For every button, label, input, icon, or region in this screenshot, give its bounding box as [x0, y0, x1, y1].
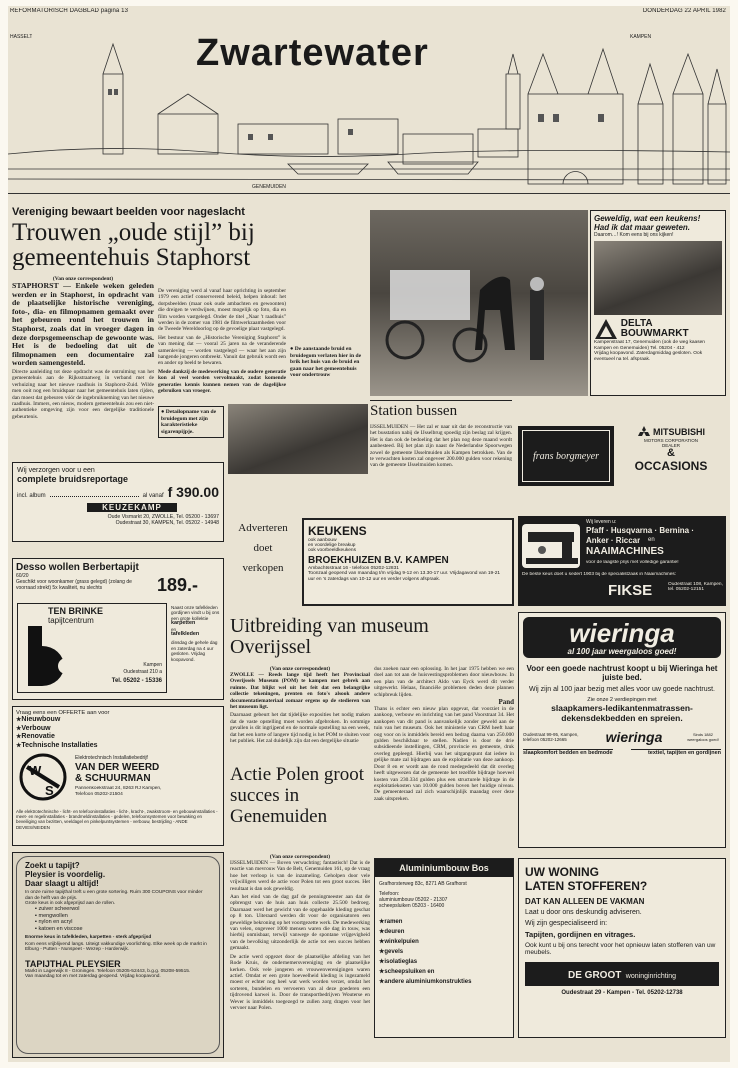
- keuzekamp-line1: Wij verzorgen voor u een: [17, 467, 95, 474]
- article1-kicker: Vereniging bewaart beelden voor nageslacht: [12, 206, 245, 218]
- desso-price: 189.-: [157, 575, 199, 595]
- pleysier-address: Markt in Lagerwijk 8 - Groningen. Telefoon 05205-52443, b.g.g. 05208-59515.: [25, 968, 191, 974]
- vdweerd-item: ★ Nieuwbouw: [16, 716, 220, 725]
- ten-brinke-side-c: tafelkleden: [171, 631, 200, 638]
- alu-tel-label: Telefoon:: [379, 891, 400, 897]
- fikse-line2: Anker · Riccar: [586, 536, 641, 545]
- pleysier-line5: Grote keus in ook afgeprijsd aan de rollen.: [25, 901, 116, 907]
- ad-van-der-weerd: [12, 706, 224, 846]
- degroot-brand: DE GROOT: [568, 970, 622, 981]
- alu-list: [379, 917, 509, 987]
- alu-item: ★ deuren: [379, 927, 509, 937]
- ten-brinke-b-logo-icon: [24, 626, 110, 688]
- article1-lead: STAPHORST — Enkele weken geleden werden er in Staphorst, in opdracht van de plaatselijke historische vereniging, foto-, dia- en filmopnamen gemaakt over het gebeuren rond het trouwen in Staphorst, zoals dat in vroeger dagen in deze dorpsgemeenschap de gewoonte was. Het is de bedoeling dat uit de filmopnamen een documentaire zal worden samengesteld.: [12, 281, 154, 368]
- article3-body2: Aan het eind van de dag gaf de penningmeester aan dat de opbrengst van de huis aan huis collecte 25.500 bedroeg. Daarnaast werd het gewicht van de opgehaalde kleding geschat op 8 ton. Uiteraard werden dit voor de organisatoren een geweldige bekroning op het voortgezette werk. De medewerking van velen, ongeveer 1000 mensen waren die dag in touw, was hierbij onmisbaar, terwijl vanwege de spontane vrijgevigheid van de bevolking uitzonderlijk de actie tot een succes hebben gemaakt.: [230, 894, 370, 952]
- article2-right2: Thans is echter een nieuw plan opgevat, dat voorziet in de aankoop, verbouw en inrichting van het pand Voorstraat 34. Het aankopen van dit pand is aanvankelijk zonder geweld aan de tuin van het museum. Ook het ministerie van CRM heeft haar oog voor on is inmiddels bereid een bedrag daarna van 250.000 gulden beschikbaar te stellen. Nadien is door de drie subsidieende instellingen, CRM, provincie en gemeente, druk overleg gepleegd. Hierbij was het uitgangspunt dat iedere in gelijke mate zal bijdragen aan de exploitatie van deze aankoop. Door 8 en er wordt aan de rond medegedeeld dat dit overleg heeft uitgewezen dat de gemeente het tezelfde bijdrage hoeveel kosten van 230.334 gulden plus een structurele bijdrage in de exploitatiekosten van 10.000 gulden boven het huidige niveau. De gemeenteraad zal zich waarschijnlijk maandag over deze zaak uitspreken.: [374, 706, 514, 802]
- ad-delta-line2: Had ik dat maar geweten.: [594, 223, 691, 232]
- pleysier-item: ▪ nylon en acryl: [35, 919, 73, 926]
- ten-brinke-brand: TEN BRINKE: [48, 606, 104, 616]
- pleysier-line4: In onze ruime tapijthal treft u een grote sortering. Ruim 300 COUPONS voor minder dan de helft van de prijs.: [25, 890, 203, 901]
- degroot-h1: UW WONING: [525, 865, 599, 879]
- ten-brinke-side: [171, 605, 221, 662]
- ad-tapijthal-pleysier: [12, 852, 224, 1058]
- degroot-h5: Wij zijn gespecialiseerd in:: [525, 920, 608, 927]
- article2-subhead: Pand: [498, 698, 514, 707]
- sewing-machine-image: [522, 524, 580, 568]
- keukens-title: KEUKENS: [308, 524, 367, 538]
- delta-triangle-icon: [594, 318, 618, 340]
- ad-ten-brinke: [12, 558, 224, 700]
- degroot-h6: Tapijten, gordijnen en vitrages.: [525, 930, 636, 939]
- vdweerd-item: ★ Renovatie: [16, 733, 220, 742]
- article3-body3: De actie werd opgezet door de plaatselijke afdeling van het Rode Kruis, de ondernemersvereniging en de plaatselijke kerken. Ook vele jongeren en vrouwenverenigingen waren actief. Omdat er een grote hoeveelheid kleding is ingezameld moest er echter nog heel wat werk worden verzet, omdat het sorteren, bundelen en vervoeren van al deze goederen een tijdrovend karwei is. Door de transportbedrijven Wouterse en Wever is inmiddels toegezegd te zullen zorg dragen voor het vervoer naar Polen.: [230, 953, 370, 1011]
- degroot-brand-bar: [525, 962, 719, 986]
- alu-item: ★ winkelpuien: [379, 937, 509, 947]
- keuzekamp-brand: KEUZEKAMP: [87, 503, 177, 512]
- degroot-h4: Laat u door ons deskundig adviseren.: [525, 909, 642, 916]
- keuzekamp-address1: Oude Vismarkt 20, ZWOLLE, Tel. 05200 - 13697: [107, 514, 219, 520]
- ad-frans-brand: frans borgmeyer: [522, 430, 610, 482]
- mitsubishi-sub: MOTORS CORPORATION: [643, 438, 699, 443]
- article-station: [370, 400, 512, 504]
- pleysier-list: [35, 906, 211, 932]
- article1-col2: [158, 288, 286, 395]
- svg-text:W: W: [29, 763, 42, 778]
- keuzekamp-price: f 390.00: [167, 484, 219, 500]
- vdweerd-sub: Elektrotechnisch Installatiebedrijf: [75, 755, 148, 761]
- ad-delta-brand: DELTA BOUWMARKT: [620, 318, 689, 339]
- pleysier-item: ▪ mengwollen: [35, 912, 68, 919]
- wieringa-tagline: al 100 jaar weergaloos goed!: [567, 647, 677, 656]
- article1-body3: Het bestuur van de „Historische Vereniging Staphorst” is van mening dat — vooral 25 jaren na de veranderende samenleving — worden vastgelegd — waar het aan zijn hangende jongeren ontbreekt. Vanuit dat gebruik wordt een en ander op beeld te bewaren.: [158, 334, 286, 367]
- wieringa-brand: wieringa: [569, 618, 675, 648]
- ad-keuzekamp: [12, 462, 224, 542]
- article2-col1: [230, 666, 370, 744]
- vdweerd-address: Pannenkoekstraat 24, 8263 RJ Kampen, Telefoon 05202-21504: [75, 786, 162, 797]
- vdweerd-brand2: & SCHUURMAN: [75, 773, 151, 784]
- ten-brinke-side2: dinsdag de gehele dag en zaterdag na 4 uur gesloten. Vrijdag koopavond.: [171, 640, 218, 662]
- vdweerd-item: ★ Verbouw: [16, 725, 220, 734]
- ten-brinke-addr2: Oudestraat 210 a: [123, 669, 162, 675]
- pleysier-line1: Zoekt u tapijt?: [25, 861, 80, 870]
- ten-brinke-logo-box: [17, 603, 167, 693]
- degroot-h7: Ook kunt u bij ons terecht voor het opnieuw laten stofferen van uw meubels.: [525, 942, 716, 956]
- alu-tel2: scheepsluiken 05203 - 16400: [379, 903, 445, 909]
- ad-aluminiumbouw-bos: [374, 858, 514, 1038]
- ad-adverteren: [228, 518, 298, 598]
- keuzekamp-address2: Oudestraat 30, KAMPEN, Tel. 05202 - 14948: [115, 520, 219, 526]
- keukens-address: Ambachtsstraat 16 - telefoon 05202-12831: [308, 566, 399, 571]
- keukens-sub1: ook aanbouw: [308, 538, 337, 543]
- keuzekamp-line2: complete bruidsreportage: [17, 474, 129, 484]
- pleysier-line7: Kom eens vrijblijvend langs. Uiteigt vakkundige voorlichting. Elke week op de markt in Elburg - Putten - Nunspeet - Wezep - Harderwijk.: [25, 941, 207, 953]
- degroot-h3: DAT KAN ALLEEN DE VAKMAN: [525, 897, 645, 906]
- desso-desc: Geschikt voor woonkamer (grass gelegd) (zolang de voorraad strekt) 5x kwaliteit, nu slechts: [16, 579, 132, 591]
- masthead-title: Zwartewater: [196, 34, 429, 72]
- vdweerd-list: [16, 716, 220, 750]
- pleysier-brand: TAPIJTHAL PLEYSIER: [25, 958, 121, 969]
- ad-delta-address: Kampenstraat 17, Genemuiden (ook de weg kaasen Kampen en Genemuiden) Tel. 05204 - 412: [594, 340, 705, 351]
- ad-delta-line3: Daarom…! Kom eens bij ons kijken!: [594, 232, 674, 238]
- article2-body: Daarnaast gebeurt het dat tijdelijke exposities het nodig maken dat de vaste opstelling moet worden afgebroken. In sommige gevallen is dit ingrijpend en de normale opstelling na een week, dat het een korte of langere tijd nodig is het POM te sluiten voor het publiek. Het zal duidelijk zijn dat een dergelijke situatie: [230, 712, 370, 745]
- keukens-sub3: ook voorbeeldkeukens: [308, 548, 357, 553]
- ad-delta-note: Vrijdag koopavond. Zaterdagmiddag gesloten. Ook eventueel na tel. afspraak.: [594, 351, 703, 362]
- carriage-drawing: [370, 210, 588, 396]
- ad-wieringa: [518, 612, 726, 848]
- mitsubishi-diamond-icon: [637, 426, 651, 438]
- wieringa-since: Sinds 1882 weergaloos goed!: [687, 732, 719, 742]
- article3-byline: (Van onze correspondent): [269, 854, 331, 860]
- article1-body2: De vereniging werd al vanaf haar oprichting in september 1979 een actief conserverend beleid, helpen inhoud: het dorpsbeelden (maar ook oude ambachten en gewoonten) die dreigen te verdwijnen, moest mogelijk op foto, dia en film worden vastgelegd. Onder de titel „Naar 't raadhuis” werden in de zomer van 1981 de filmwerkzaamheden voor de Tweede Wereldoorlog op de gevoelige plaat vastgelegd.: [158, 288, 286, 333]
- ad-delta-line1: Geweldig, wat een keukens!: [594, 214, 701, 223]
- mitsubishi-amp: &: [667, 447, 675, 459]
- horse-carriage-photo: [370, 210, 588, 396]
- ten-brinke-sub: tapijtcentrum: [48, 616, 94, 625]
- wieringa-h1: Voor een goede nachtrust koopt u bij Wieringa het juiste bed.: [526, 664, 718, 682]
- keukens-hours: Toonzaal geopend van maandag t/m vrijdag 9-12 en 13.30-17 uur. Vrijdagavond van 19-21 uur en 's zaterdags van 10-12 uur en verder volgens afspraak.: [308, 571, 501, 582]
- adverteren-line1: Adverteren: [238, 522, 288, 534]
- ten-brinke-side-text: Naast onze tafelkleden gordijnen vindt u bij ons een grote kollektie: [171, 605, 220, 621]
- article1-col1: [12, 276, 154, 420]
- article1-body1: Directe aanleiding tot deze opdracht was de ontruiming van het gemeentehuis aan de Rijksstraatweg in verband met de verhuizing naar het nieuwe raadhuis in Staphorst-Zuid. Wilde men ooit nog een bruidspaar naar het gemeentehuis laten rijden, dan moest dat gebeuren vóór de ingebruikneming van het nieuwe raadhuis. Immers, een nieuw, modern gemeentehuis zou een niet-authentieke omgeving zijn voor een dergelijke traditionele gebeurtenis.: [12, 368, 154, 420]
- ad-delta-bouwmarkt: [590, 210, 726, 396]
- fikse-brand: FIKSE: [608, 582, 653, 599]
- article1-body4: Mede dankzij de medewerking van de oudere generatie kon al veel worden vervolmaakt, zodat komende generaties kennis kunnen nemen van de dagelijkse gebruiken van vroeger.: [158, 368, 286, 395]
- fikse-address: Oudestraat 108, Kampen, tel. 05202-12151: [668, 582, 723, 592]
- alu-title: Aluminiumbouw Bos: [375, 859, 513, 877]
- alu-tel1: aluminiumbouw 05202 - 21307: [379, 897, 448, 903]
- vdweerd-note: Alle elektrotechnische - licht- en telefooninstallaties - licht-, kracht-, zwakstroom- en gebouwinstallaties - meet- en regelinstallaties - brandmeldinstallaties - gedelen, telefoonsystemen voor bewaking en beveiliging van bezitten, veeldagel en pinkelpuntsystemen - verbouw, bestrijding - ANDE DEVIES/NEIDEN: [16, 809, 218, 830]
- degroot-brand-sub: woninginrichting: [625, 973, 676, 980]
- article2-right1: dus zoeken naar een oplossing. In het jaar 1975 hebben we een doel aan tot aan de huisvestingsproblemen door nieuwbouw. In een plan van de architect Aldo van Eyck werd dit verder uitgewerkt. Helaas, financiële problemen deden deze plannen schipbreuk lijden.: [374, 666, 514, 698]
- article1-photo2-caption: ● Detailopname van de bruidegom met zijn karakteristieke sigarenpijpje.: [158, 406, 224, 438]
- pleysier-line3: Daar slaagt u altijd!: [25, 879, 99, 888]
- fikse-line6: De beste keus doet u sedert 1903 bij de specialistzaak in Naaimachines:: [522, 572, 677, 577]
- mitsubishi-brand: MITSUBISHI: [652, 427, 705, 437]
- vdweerd-item: ★ Technische Installaties: [16, 742, 220, 751]
- ad-fikse: [518, 516, 726, 606]
- desso-size: 60/20: [16, 573, 29, 579]
- fikse-line3: en: [648, 537, 655, 543]
- pleysier-line2: Pleysier is voordelig.: [25, 870, 106, 879]
- keuzekamp-line4: al vanaf: [142, 493, 164, 499]
- article2-col2: [374, 666, 514, 802]
- desso-title: Desso wollen Berbertapijt: [16, 562, 139, 573]
- pleysier-item: ▪ katoen en viscose: [35, 925, 83, 932]
- ten-brinke-side-a: karpetten: [171, 620, 196, 627]
- wieringa-h3: Zie onze 2 verdiepingen met: [587, 697, 657, 703]
- alu-item: ★ gevels: [379, 947, 509, 957]
- svg-text:S: S: [45, 783, 54, 798]
- ws-logo-icon: [19, 753, 67, 801]
- ad-keukens-broekhuizen: [302, 518, 514, 606]
- pleysier-scroll: [16, 856, 220, 1054]
- pleysier-item: ▪ zuiver scheerwol: [35, 906, 80, 913]
- masthead-caption: GENEMUIDEN: [252, 184, 286, 190]
- ad-delta-kitchen-photo: [594, 241, 722, 315]
- sewing-machine-icon: [522, 524, 580, 568]
- mitsubishi-dealer: DEALER: [661, 443, 680, 448]
- adverteren-line3: verkopen: [242, 562, 284, 574]
- wieringa-h4: slaapkamers-ledikantenmatrassen-dekensdekbedden en spreien.: [551, 703, 693, 723]
- keukens-brand: BROEKHUIZEN B.V. KAMPEN: [308, 555, 449, 566]
- keuzekamp-line3: incl. album: [17, 493, 46, 499]
- running-head-left: REFORMATORISCH DAGBLAD pagina 13: [10, 8, 129, 14]
- ten-brinke-side-b: en: [171, 626, 177, 632]
- article2-byline: (Van onze correspondent): [269, 666, 331, 672]
- article3-body1: IJSSELMUIDEN — Boven verwachting; fantastisch! Dat is de reactie van mevrouw Van de Belt, Genemuiden 161, op de vraag hoe het verloop is van de inzameling. Geholpen door vele vrijwilligers werd de actie voor Polen tot een groot succes. Het resultaat is dan ook geweldig.: [230, 860, 370, 892]
- alu-item: ★ isolatieglas: [379, 957, 509, 967]
- wieringa-footer2: textiel, tapijten en gordijnen: [631, 749, 721, 756]
- ten-brinke-addr1: Kampen: [143, 662, 162, 668]
- wieringa-banner: [523, 617, 721, 658]
- article3-col: [230, 854, 370, 1011]
- alu-item: ★ andere aluminiumkonstrukties: [379, 977, 509, 987]
- pleysier-note: Van maandag tot en met zaterdag geopend. Vrijdag koopavond.: [25, 974, 161, 980]
- article1-byline: (Van onze correspondent): [52, 276, 114, 282]
- ten-brinke-tel: Tel. 05202 - 15336: [111, 678, 162, 684]
- masthead-right-place: KAMPEN: [630, 34, 652, 40]
- adverteren-line2: doet: [253, 542, 273, 554]
- article1-headline: Trouwen „oude stijl” bij gemeentehuis Staphorst: [12, 220, 255, 270]
- alu-address: Grafhorsterweg 83c, 8271 AB Grafhorst: [379, 881, 467, 887]
- ad-mitsubishi: [616, 426, 726, 486]
- alu-item: ★ ramen: [379, 917, 509, 927]
- masthead-left-place: HASSELT: [10, 34, 33, 40]
- ad-frans-borgmeyer: [518, 426, 614, 486]
- running-head-right: DONDERDAG 22 APRIL 1982: [642, 8, 726, 14]
- alu-item: ★ scheepsluiken en: [379, 967, 509, 977]
- article2-lead: ZWOLLE — Reeds lange tijd heeft het Provinciaal Overijssels Museum (POM) te kampen met gebrek aan ruimte. Dat blijkt wel uit het feit dat een belangrijke collectie tekeningen, prenten en foto's alsook andere documentatiemateriaal zomaar ergens op de stedieren van het museum ligt.: [230, 672, 370, 711]
- article1-photo-caption: ● De aanstaande bruid en bruidegom verlaten hier in de brik het huis van de bruid en gaan naar het gemeentehuis voor ondertrouw: [290, 346, 362, 379]
- station-body: IJSSELMUIDEN — Het zal er naar uit dat de reconstructie van het busstation nabij de IJsselbrug spoedig zijn beslag zal krijgen. Het is dan ook de bedoeling dat het plan nog deze maand wordt aanbesteed. Bij het plan zijn naast de Nederlandse Spoorwegen zowel de gemeente IJsselmuiden als Kampen betrokken. Van de te verwachten kosten zal ongeveer 200.000 gulden voor rekening van de gemeente IJsselmuiden komen.: [370, 424, 512, 469]
- station-headline: Station bussen: [370, 403, 458, 419]
- degroot-address: Oudestraat 29 - Kampen - Tel. 05202-12738: [561, 990, 683, 996]
- fikse-line5: voor de laagste prijs met volledige garantie!: [586, 560, 679, 565]
- keukens-sub2: en voordelige breakup: [308, 543, 356, 548]
- fikse-line4: NAAIMACHINES: [586, 546, 664, 557]
- vdweerd-brand1: VAN DER WEERD: [75, 762, 160, 773]
- fikse-line1: Pfaff · Husqvarna · Bernina ·: [586, 526, 695, 535]
- newspaper-page: [8, 6, 730, 1062]
- ad-de-groot: [518, 858, 726, 1038]
- fikse-line0: Wij leveren u:: [586, 519, 617, 525]
- article3-headline: Actie Polen groot succes in Genemuiden: [230, 764, 365, 827]
- wieringa-brand-small: wieringa: [605, 729, 663, 745]
- vdweerd-intro: Vraag eens een OFFERTE aan voor: [16, 710, 110, 716]
- wieringa-h2: Wij zijn al 100 jaar bezig met alles voor uw goede nachtrust.: [529, 686, 715, 693]
- article2-headline: Uitbreiding van museum Overijssel: [230, 616, 429, 658]
- wieringa-address: Oudestraat 99-95, Kampen, telefoon 05202-12665: [523, 732, 579, 742]
- bridegroom-photo: [228, 404, 368, 474]
- pleysier-line6: Enorme keus in tafelkleden, karpetten - sterk afgeprijsd: [25, 934, 152, 940]
- mitsubishi-occasions: OCCASIONS: [634, 459, 708, 473]
- wieringa-footer1: slaapkomfort bedden en bedmode: [523, 750, 613, 756]
- degroot-h2: LATEN STOFFEREN?: [525, 879, 648, 893]
